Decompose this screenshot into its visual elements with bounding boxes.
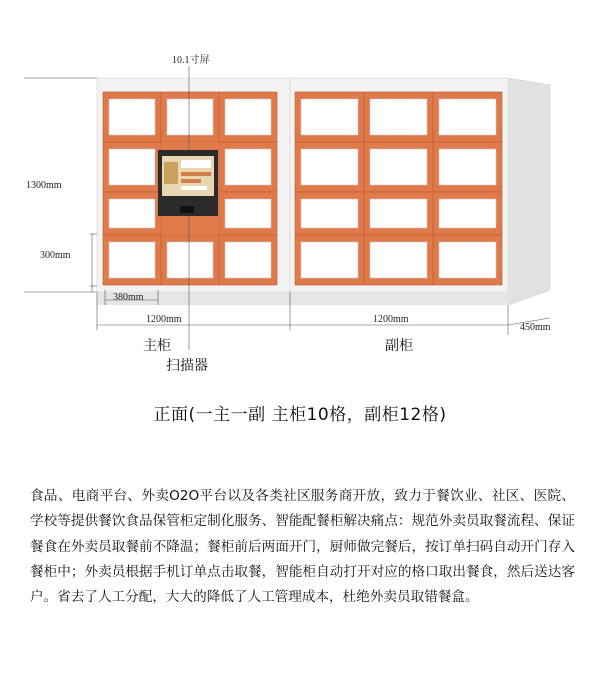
- screen-size-label: 10.1寸屏: [172, 55, 210, 66]
- height-label: 1300mm: [26, 180, 62, 191]
- main-cell-window: [109, 99, 155, 135]
- cell-height-label: 300mm: [40, 250, 71, 261]
- main-cabinet-label: 主柜: [143, 338, 171, 354]
- main-cell-window: [109, 199, 155, 228]
- description-text: 食品、电商平台、外卖O2O平台以及各类社区服务商开放，致力于餐饮业、社区、医院、学校等提供餐饮食品保管柜定制化服务、智能配餐柜解决痛点：规范外卖员取餐流程、保证餐食在外卖员取餐前不降温；餐柜前后两面开门，厨师做完餐后，按订单扫码自动开门存入餐柜中；外卖员根据手机订单点击取餐，智能柜自动打开对应的格口取出餐食，然后送达客户。省去了人工分配，大大的降低了人工管理成本，杜绝外卖员取错餐盒。: [30, 488, 575, 606]
- sub-cell-window: [370, 99, 427, 135]
- main-cell-window: [167, 99, 213, 135]
- cabinet-bottom-base: [97, 292, 508, 305]
- sub-cell-window: [370, 149, 427, 185]
- sub-cell-window: [370, 199, 427, 228]
- main-cell-window: [225, 99, 271, 135]
- main-cell-window: [167, 242, 213, 278]
- main-cell-window: [109, 149, 155, 185]
- diagram-caption: 正面(一主一副 主柜10格，副柜12格): [153, 405, 447, 425]
- sub-cell-window: [301, 242, 358, 278]
- sub-cell-window: [301, 199, 358, 228]
- sub-cell-window: [439, 242, 496, 278]
- sub-cell-window: [439, 99, 496, 135]
- sub-cabinet-label: 副柜: [385, 338, 413, 354]
- main-cell-window: [225, 242, 271, 278]
- scanner: [180, 206, 194, 213]
- main-cell-window: [225, 199, 271, 228]
- cell-width-label: 380mm: [113, 292, 144, 303]
- scanner-label: 扫描器: [166, 358, 208, 374]
- sub-cell-window: [370, 242, 427, 278]
- main-cell-window: [225, 149, 271, 185]
- sub-width-label: 1200mm: [373, 314, 409, 325]
- sub-cell-window: [439, 199, 496, 228]
- depth-label: 450mm: [520, 322, 551, 333]
- sub-cell-window: [301, 149, 358, 185]
- main-width-label: 1200mm: [146, 314, 182, 325]
- sub-cell-window: [439, 149, 496, 185]
- sub-cell-window: [301, 99, 358, 135]
- cabinet-side: [508, 78, 550, 305]
- main-cell-window: [109, 242, 155, 278]
